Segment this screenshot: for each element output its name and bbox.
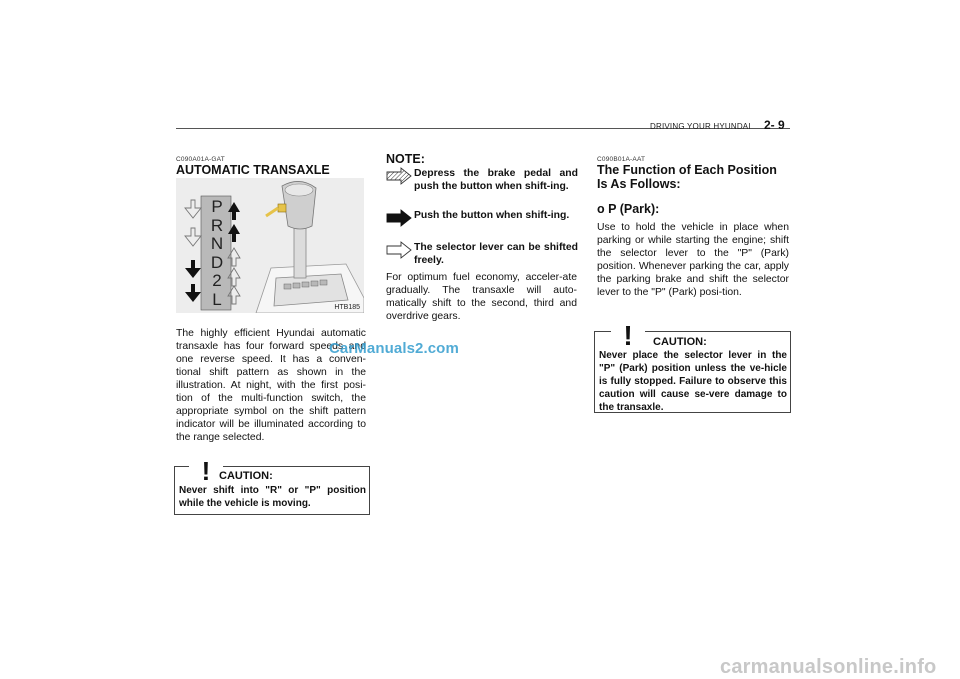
right-subtitle: o P (Park): [597, 202, 660, 216]
shift-lever-drawing [176, 178, 364, 313]
left-body-text: The highly efficient Hyundai automatic transaxle has four forward speeds and one reverse speed. It has a conven-tional shift pattern as shown in the illustration. At night, with the first posi-tion of the multi-function switch, the appropriate symbol on the shift pattern indicator will be illuminated according to the range selected. [176, 328, 366, 443]
solid-arrow-icon [386, 209, 412, 227]
note-item [386, 241, 578, 269]
caution-title: CAUTION: [653, 336, 707, 348]
caution-text: Never shift into "R" or "P" position while the vehicle is moving. [179, 485, 366, 509]
shift-lever-illustration [176, 178, 364, 313]
note-text: Push the button when shift-ing. [414, 210, 570, 221]
middle-body-text: For optimum fuel economy, acceler-ate gradually. The transaxle will auto-matically shift to the second, third and overdrive gears. [386, 272, 577, 322]
gear-letter: P [211, 197, 223, 216]
svg-text:!: ! [201, 456, 211, 485]
note-title: NOTE: [386, 152, 425, 166]
caution-text: Never place the selector lever in the "P" (Park) position unless the ve-hicle is fully stopped. Failure to observe this caution will cause se-vere damage to the transaxle. [599, 350, 787, 413]
section-title: DRIVING YOUR HYUNDAI [650, 122, 751, 131]
gear-letter: R [210, 215, 224, 235]
note-item [386, 167, 578, 207]
gear-letter-stack [206, 198, 228, 309]
watermark-link[interactable]: CarManuals2.com [329, 340, 459, 357]
caution-title: CAUTION: [219, 470, 273, 482]
footer-watermark: carmanualsonline.info [720, 656, 937, 678]
right-caution-box [594, 320, 791, 413]
note-text: The selector lever can be shifted freely. [414, 242, 578, 266]
note-text: Depress the brake pedal and push the button when shift-ing. [414, 168, 578, 192]
left-caution-box [174, 456, 370, 515]
gear-letter: L [212, 289, 222, 309]
page-number: 2- 9 [764, 118, 785, 132]
warning-icon [611, 318, 645, 350]
gear-letter: 2 [212, 271, 222, 290]
left-section-title: AUTOMATIC TRANSAXLE [176, 163, 330, 177]
gear-letter: D [210, 252, 224, 272]
warning-icon [189, 455, 223, 485]
figure-code: HTB185 [334, 304, 360, 311]
gear-letter: N [210, 234, 224, 253]
left-section-code: C090A01A-GAT [176, 156, 225, 163]
outline-arrow-icon [386, 241, 412, 259]
right-section-code: C090B01A-AAT [597, 156, 646, 163]
svg-text:!: ! [623, 320, 633, 350]
note-item [386, 209, 578, 237]
right-section-title: The Function of Each Position Is As Follows: [597, 163, 777, 191]
hatched-arrow-icon [386, 167, 412, 185]
right-body-text: Use to hold the vehicle in place when parking or while starting the engine; shift the selector lever to the "P" (Park) position. Whenever parking the car, apply the parking brake and shift the selector lever to the "P" (Park) posi-tion. [597, 222, 789, 298]
